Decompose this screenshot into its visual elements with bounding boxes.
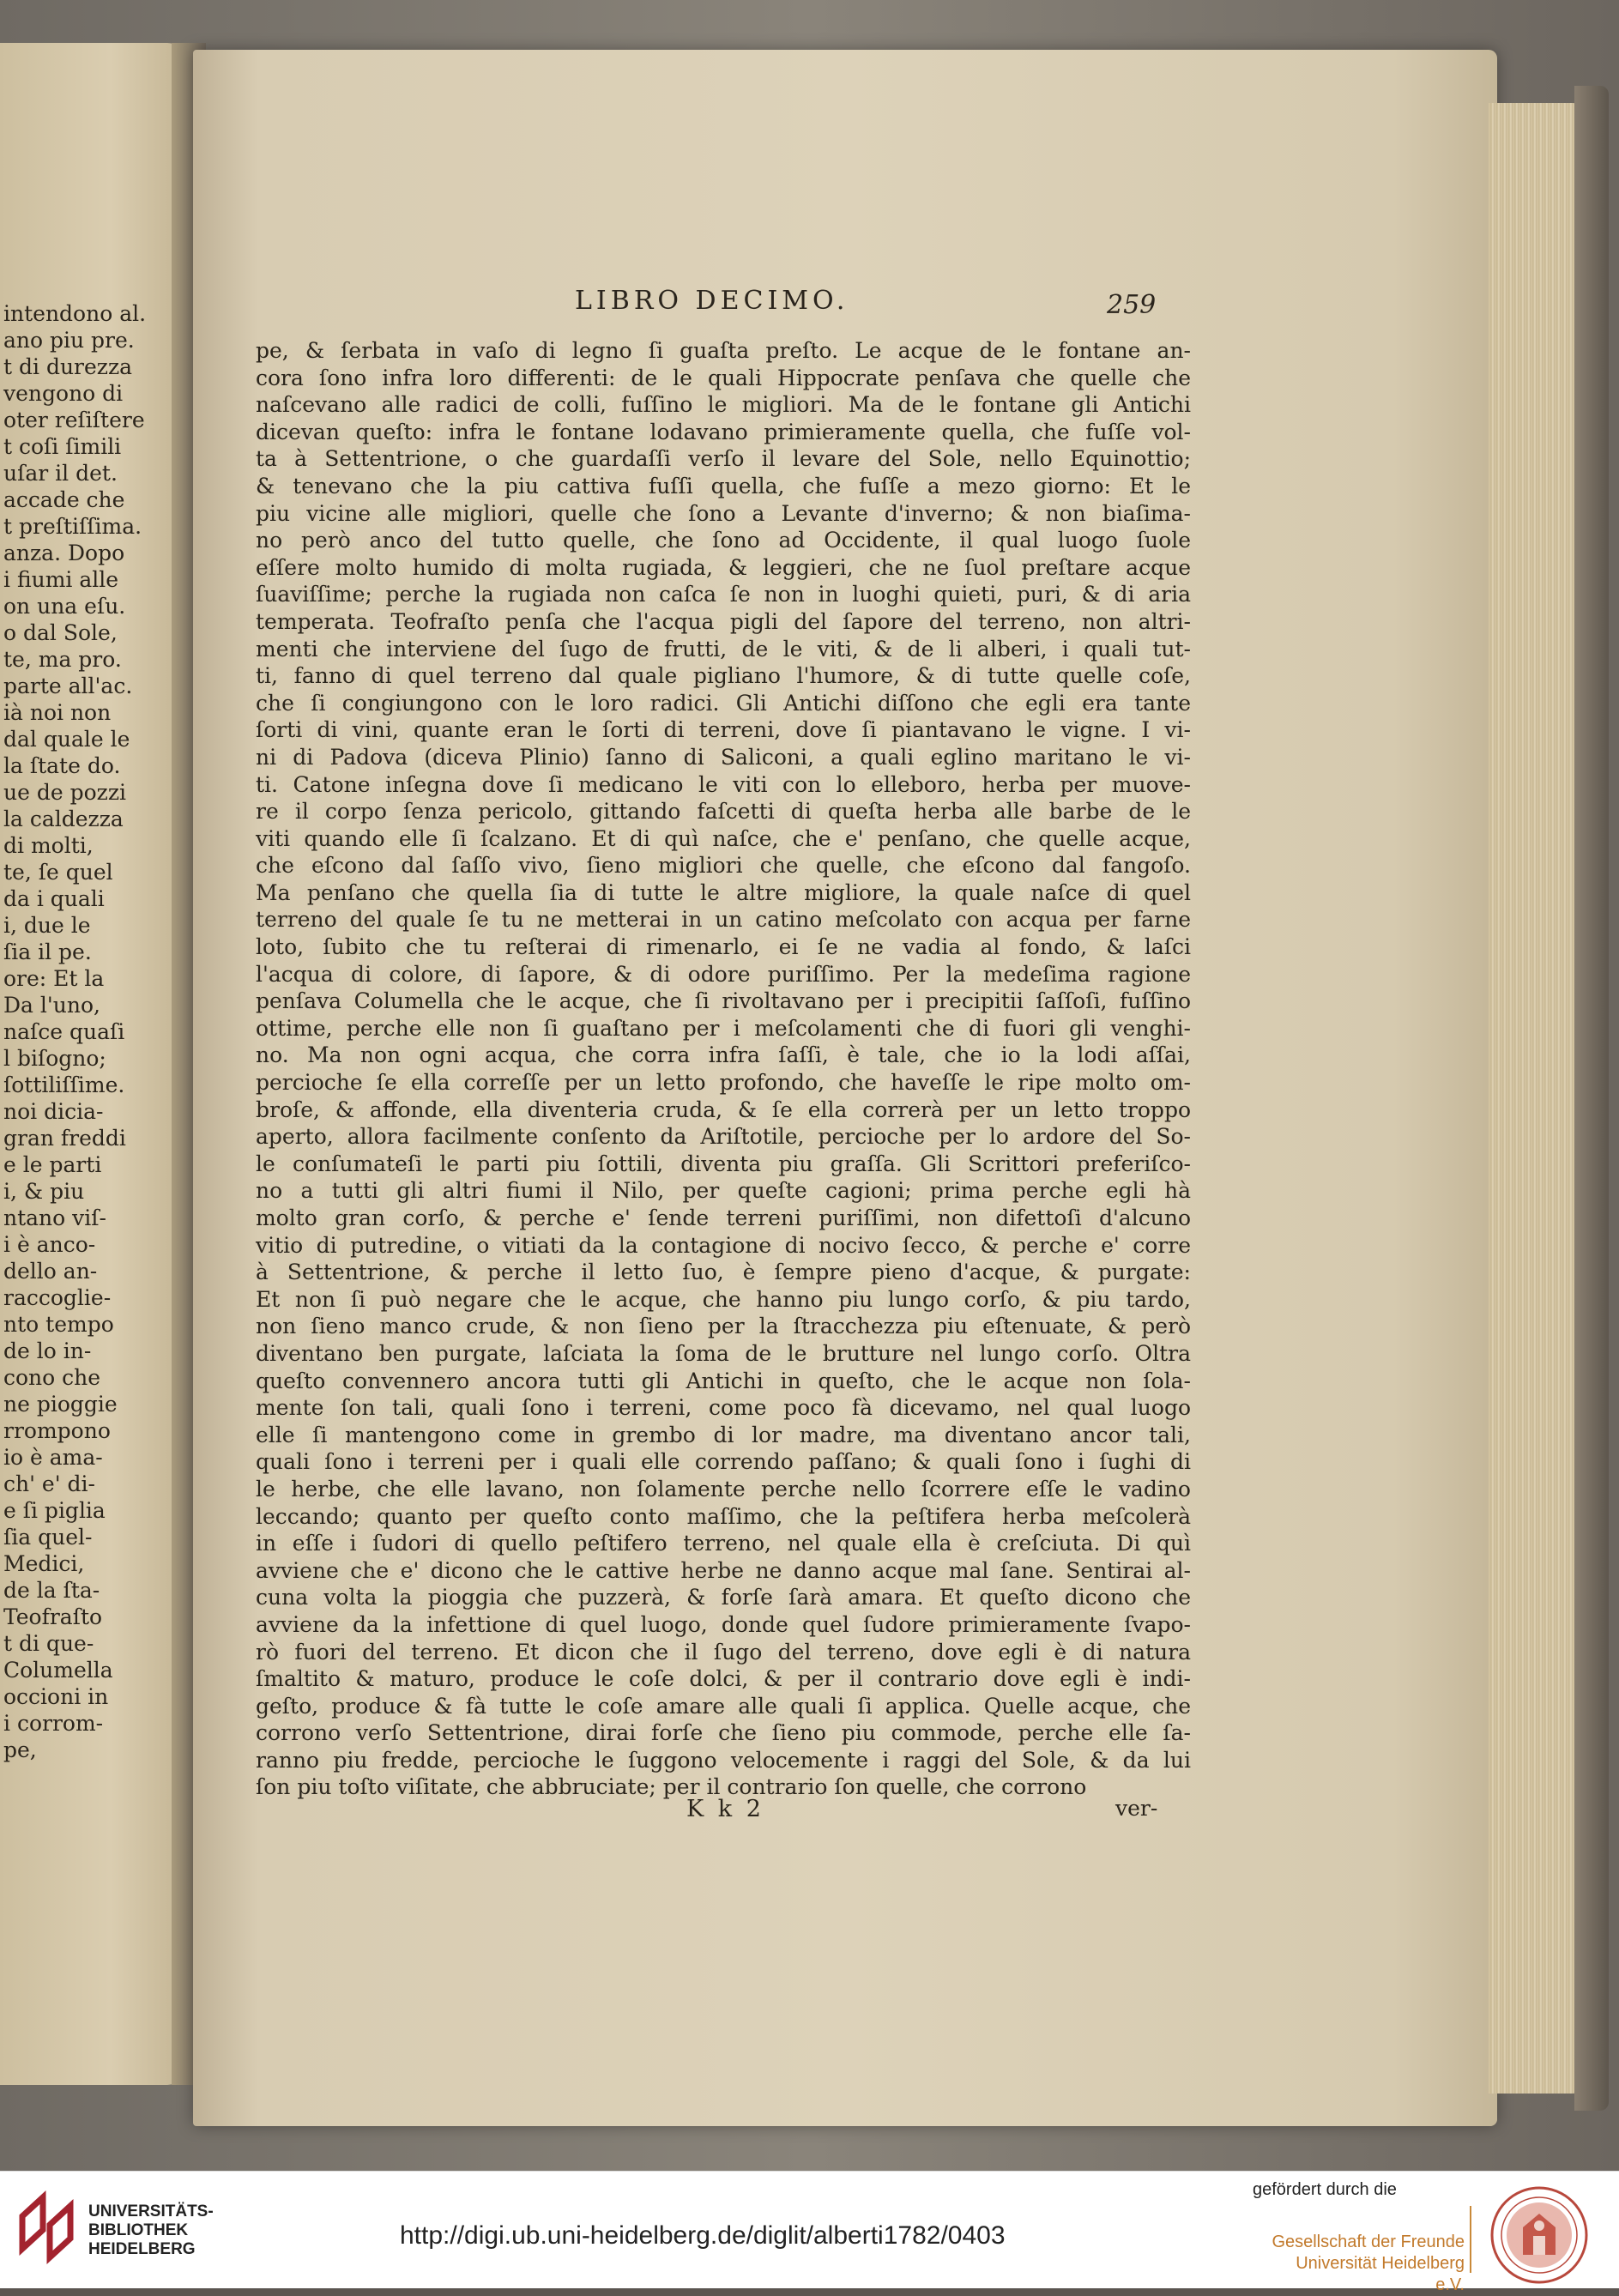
text-line: mente ſon tali, quali ſono i terreni, come poco fà dicevamo, nel qual luogo <box>256 1395 1191 1421</box>
text-line: no a tutti gli altri fiumi il Nilo, per queſte cagioni; prima perche egli hà <box>256 1178 1191 1204</box>
text-line: ni di Padova (diceva Plinio) ſanno di Saliconi, a quali eglino maritano le vi- <box>256 744 1191 770</box>
text-line: & tenevano che la piu cattiva fuſſi quella, che fuſſe a mezo giorno: Et le <box>256 473 1191 498</box>
text-line: ranno piu fredde, percioche le ſuggono velocemente i raggi del Sole, & da lui <box>256 1747 1191 1773</box>
text-line: ottime, perche elle non ſi guaſtano per i meſcolamenti che di fuori gli venghi- <box>256 1015 1191 1041</box>
facing-page-text-fragment: vengono di <box>3 381 124 406</box>
facing-page-text-fragment: l biſogno; <box>3 1046 106 1071</box>
library-name-line: BIBLIOTHEK <box>88 2221 189 2239</box>
facing-page-text-fragment: on una eſu. <box>3 594 126 619</box>
facing-page-text-fragment: te, ſe quel <box>3 860 113 885</box>
sponsor-name-line: Gesellschaft der Freunde <box>1272 2233 1465 2251</box>
facing-page-text-fragment: uſar il det. <box>3 461 118 486</box>
text-line: leccando; quanto per queſto conto maſſimo, che la peſtifera herba meſcolerà <box>256 1503 1191 1529</box>
text-line: ſorti di vini, quante eran le ſorti di terreni, dove ſi piantavano le vigne. I vi- <box>256 717 1191 743</box>
facing-page-text-fragment: intendono al. <box>3 301 147 326</box>
text-line: piu vicine alle migliori, quelle che ſono a Levante d'inverno; & non biaſima- <box>256 500 1191 526</box>
facing-page-text-fragment: di molti, <box>3 833 94 858</box>
facing-page-text-fragment: nto tempo <box>3 1312 114 1337</box>
facing-page-text-fragment: ntano viſ- <box>3 1205 106 1230</box>
text-line: ſon piu toſto viſitate, che abbruciate; per il contrario ſon quelle, che corrono <box>256 1774 1087 1800</box>
text-line: loto, ſubito che tu reſterai di rimenarlo, ei ſe ne vadia al fondo, & laſci <box>256 934 1191 960</box>
source-url-link[interactable]: http://digi.ub.uni-heidelberg.de/diglit/alberti1782/0403 <box>400 2221 1006 2250</box>
facing-page-text-fragment: dal quale le <box>3 727 130 752</box>
text-line: menti che interviene del ſugo de frutti, de le viti, & de li alberi, i quali tut- <box>256 636 1191 662</box>
sponsor-name-line: Universität Heidelberg e.V. <box>1296 2254 1465 2294</box>
sponsor-name[interactable] <box>1263 2232 1465 2296</box>
facing-page-text-fragment: la ſtate do. <box>3 753 121 778</box>
text-line: re il corpo ſenza pericolo, gittando faſcetti di queſta herba alle barbe de le <box>256 799 1191 825</box>
facing-page-text-fragment: Da l'uno, <box>3 993 100 1018</box>
text-line: cora ſono infra loro differenti: de le quali Hippocrate penſava che quelle che <box>256 365 1191 390</box>
facing-page-text-fragment: dello an- <box>3 1259 98 1284</box>
facing-page-text-fragment: raccoglie- <box>3 1285 112 1310</box>
library-name-line: HEIDELBERG <box>88 2240 196 2258</box>
facing-page-text-fragment: noi dicia- <box>3 1099 104 1124</box>
text-line: pe, & ſerbata in vaſo di legno ſi guaſta preſto. Le acque de le fontane an- <box>256 338 1191 363</box>
text-line: le herbe, che elle lavano, non ſolamente perche nello ſcorrere eſſe le vadino <box>256 1476 1191 1501</box>
text-line: ſuaviſſime; perche la rugiada non caſca ſe non in luoghi quieti, puri, & di aria <box>256 582 1191 607</box>
text-line: dicevan queſto: infra le fontane lodavano primieramente quella, che fuſſe vol- <box>256 419 1191 444</box>
facing-page-text-fragment: ſia il pe. <box>3 940 92 964</box>
facing-page-text-fragment: t di durezza <box>3 354 133 379</box>
text-line: in eſſe i ſudori di quello peſtifero terreno, nel quale ella è creſciuta. Di quì <box>256 1531 1191 1556</box>
text-line: ti, fanno di quel terreno dal quale pigliano l'humore, & di tutte quelle coſe, <box>256 663 1191 689</box>
text-line: ta à Settentrione, o che guardaſſi verſo il levare del Sole, nello Equinottio; <box>256 446 1191 472</box>
text-line: eſſere molto humido di molta rugiada, & leggieri, che ne ſuol preſtare acque <box>256 554 1191 580</box>
text-line: cuna volta la pioggia che puzzerà, & forſe ſarà amara. Et queſto dicono che <box>256 1585 1191 1610</box>
text-line: viti quando elle ſi ſcalzano. Et di quì naſce, che e' penſano, che quelle acque, <box>256 825 1191 851</box>
facing-page-text-fragment: i, & piu <box>3 1179 85 1204</box>
facing-page-text-fragment: de la ſta- <box>3 1578 100 1603</box>
facing-page-text-fragment: Medici, <box>3 1551 85 1576</box>
text-line: vitio di putredine, o vitiati da la contagione di nocivo ſecco, & perche e' corre <box>256 1232 1191 1258</box>
facing-page-text-fragment: ià noi non <box>3 700 112 725</box>
text-line: à Settentrione, & perche il letto ſuo, è ſempre pieno d'acque, & purgate: <box>256 1260 1191 1285</box>
facing-page-text-fragment: o dal Sole, <box>3 620 118 645</box>
catchword: ver- <box>1115 1796 1158 1821</box>
text-line: no. Ma non ogni acqua, che corra infra ſaſſi, è tale, che io la lodi aſſai, <box>256 1042 1191 1068</box>
facing-page-text-fragment: naſce quaſi <box>3 1019 125 1044</box>
page-block-edges <box>1489 103 1583 2094</box>
text-line: aperto, allora facilmente conſento da Ariſtotile, percioche per lo ardore del So- <box>256 1124 1191 1150</box>
running-head: LIBRO DECIMO. <box>575 286 849 316</box>
text-line: Et non ſi può negare che le acque, che hanno piu lungo corſo, & piu tardo, <box>256 1286 1191 1312</box>
library-name-line: UNIVERSITÄTS- <box>88 2202 214 2220</box>
facing-page-text-fragment: ch' e' di- <box>3 1471 95 1496</box>
text-line: temperata. Teofraſto penſa che l'acqua pigli del ſapore del terreno, non altri- <box>256 608 1191 634</box>
text-line: che ſi congiungono con le loro radici. Gli Antichi diſſono che egli era tante <box>256 690 1191 716</box>
printer-signature: K k 2 <box>686 1796 764 1822</box>
text-line: molto gran corſo, & perche e' ſende terreni puriſſimi, non difettoſi d'alcuno <box>256 1205 1191 1230</box>
facing-page-text-fragment: io è ama- <box>3 1445 103 1470</box>
facing-page-text-fragment: ue de pozzi <box>3 780 126 805</box>
text-line: non ſieno manco crude, & non ſieno per la ſtracchezza piu eſtenuate, & però <box>256 1314 1191 1339</box>
facing-page-text-fragment: Teofraſto <box>3 1604 103 1629</box>
text-line: che eſcono dal ſaſſo vivo, ſieno migliori che quelle, che eſcono dal fangoſo. <box>256 853 1191 879</box>
facing-page-text-fragment: ore: Et la <box>3 966 105 991</box>
text-line: percioche ſe ella correſſe per un letto profondo, che haveſſe le ripe molto om- <box>256 1070 1191 1096</box>
facing-page-text-fragment: de lo in- <box>3 1338 92 1363</box>
facing-page-text-fragment: oter reſiſtere <box>3 408 145 432</box>
text-line: naſcevano alle radici de colli, fuſſino le migliori. Ma de le fontane gli Antichi <box>256 392 1191 418</box>
facing-page-text-fragment: gran freddi <box>3 1126 126 1151</box>
library-name[interactable] <box>88 2202 214 2259</box>
facing-page-text-fragment: te, ma pro. <box>3 647 122 672</box>
facing-page-text-fragment: da i quali <box>3 886 105 911</box>
facing-page-text-fragment: ne pioggie <box>3 1392 118 1417</box>
text-line: geſto, produce & fà tutte le coſe amare alle quali ſi applica. Quelle acque, che <box>256 1693 1191 1719</box>
facing-page-text-fragment: la caldezza <box>3 807 124 831</box>
text-line: quali ſono i terreni per i quali elle correndo paſſano; & quali ſono i ſughi di <box>256 1449 1191 1475</box>
facing-page <box>0 43 184 2085</box>
text-line: corrono verſo Settentrione, dirai forſe che ſieno piu commode, perche elle ſa- <box>256 1720 1191 1746</box>
university-library-logo-icon[interactable] <box>17 2190 76 2266</box>
facing-page-text-fragment: i fiumi alle <box>3 567 119 592</box>
facing-page-text-fragment: t preſtiſſima. <box>3 514 142 539</box>
text-line: terreno del quale ſe tu ne metterai in un catino meſcolato con acqua per farne <box>256 907 1191 933</box>
text-line: l'acqua di colore, di ſapore, & di odore puriſſimo. Per la medeſima ragione <box>256 961 1191 987</box>
facing-page-text-fragment: e le parti <box>3 1152 102 1177</box>
facing-page-text-fragment: t di que- <box>3 1631 94 1656</box>
text-line: rò fuori del terreno. Et dicon che il ſugo del terreno, dove egli è di natura <box>256 1639 1191 1665</box>
facing-page-text-fragment: i corrom- <box>3 1711 104 1736</box>
text-line: diventano ben purgate, laſciata la ſoma de le brutture nel lungo corſo. Oltra <box>256 1340 1191 1366</box>
page-body-text <box>256 337 1191 1801</box>
cover-edge <box>1574 86 1609 2111</box>
facing-page-text-fragment: cono che <box>3 1365 101 1390</box>
text-line: penſava Columella che le acque, che ſi rivoltavano per i precipitii ſaſſoſi, fuſſino <box>256 988 1191 1014</box>
text-line: avviene da la infettione di quel luogo, donde quel ſudore primieramente ſvapo- <box>256 1611 1191 1637</box>
text-line: elle ſi mantengono come in grembo di lor madre, ma diventano ancor tali, <box>256 1422 1191 1447</box>
facing-page-text-fragment: ano piu pre. <box>3 328 135 353</box>
facing-page-text-fragment: occioni in <box>3 1684 109 1709</box>
facing-page-text-fragment: anza. Dopo <box>3 541 125 565</box>
facing-page-text-fragment: rrompono <box>3 1418 111 1443</box>
university-seal-icon[interactable] <box>1489 2184 1590 2286</box>
text-line: ti. Catone inſegna dove ſi medicano le viti con lo elleboro, herba per muove- <box>256 771 1191 797</box>
facing-page-text-fragment: e ſi piglia <box>3 1498 106 1523</box>
facing-page-text-fragment: parte all'ac. <box>3 674 133 698</box>
facing-page-text-fragment: i, due le <box>3 913 91 938</box>
text-line: ſmaltito & maturo, produce le coſe dolci, & per il contrario dove egli è indi- <box>256 1666 1191 1692</box>
facing-page-text-fragment: ſottiliſſime. <box>3 1072 125 1097</box>
facing-page-text-fragment: Columella <box>3 1658 113 1683</box>
facing-page-text-fragment: pe, <box>3 1737 37 1762</box>
text-line: no però anco del tutto quelle, che ſono ad Occidente, il qual luogo ſuole <box>256 528 1191 553</box>
facing-page-text-fragment: i è anco- <box>3 1232 96 1257</box>
text-line: queſto convennero ancora tutti gli Antichi in queſto, che le acque non ſola- <box>256 1368 1191 1393</box>
facing-page-text-fragment: t coſi ſimili <box>3 434 122 459</box>
page-number: 259 <box>1107 290 1157 320</box>
sponsor-divider <box>1470 2206 1471 2273</box>
text-line: broſe, & affonde, ella diventeria cruda, & ſe ella correrà per un letto troppo <box>256 1097 1191 1122</box>
text-line: le conſumateſi le parti piu ſottili, diventa piu graſſa. Gli Scrittori preferiſco- <box>256 1151 1191 1176</box>
facing-page-text-fragment: accade che <box>3 487 125 512</box>
facing-page-text-fragment: ſia quel- <box>3 1525 93 1550</box>
viewer-footer <box>0 2171 1619 2294</box>
funding-label: gefördert durch die <box>1253 2180 1397 2199</box>
text-line: avviene che e' dicono che le cattive herbe ne danno acque mal ſane. Sentirai al- <box>256 1557 1191 1583</box>
text-line: Ma penſano che quella ſia di tutte le altre migliore, la quale naſce di quel <box>256 879 1191 905</box>
